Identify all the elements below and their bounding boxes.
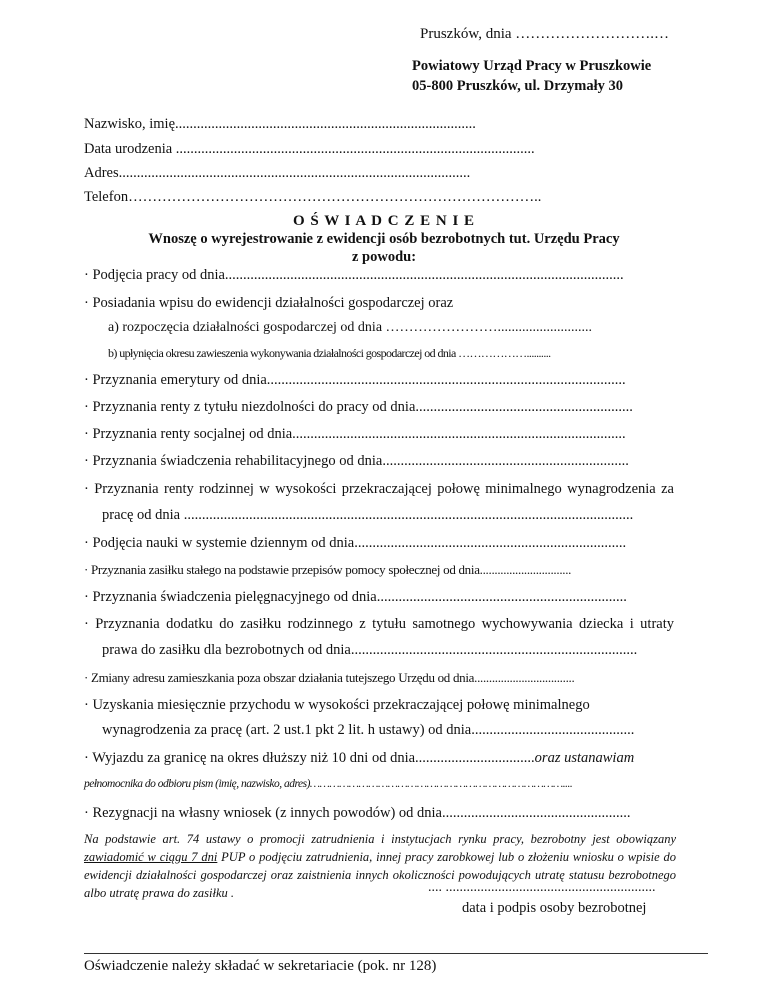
reason-family-allowance-supplement: · Przyznania dodatku do zasiłku rodzinnego z tytułu samotnego wychowywania dziecka i utraty — [84, 616, 674, 632]
reason-survivor-pension: · Przyznania renty rodzinnej w wysokości przekraczającej połowę minimalnego wynagrodzenia za — [84, 481, 674, 497]
reason-business-start: a) rozpoczęcia działalności gospodarczej od dnia ……………………........................... — [108, 320, 593, 335]
reason-own-request: · Rezygnacji na własny wniosek (z innych powodów) od dnia.................................................... — [84, 805, 631, 821]
reason-business-suspension-end: b) upłynięcia okresu zawieszenia wykonywania działalności gospodarczej od dnia ……………….......... — [108, 346, 551, 360]
reason-business-registry: · Posiadania wpisu do ewidencji działalności gospodarczej oraz — [84, 295, 454, 311]
reason-full-time-study: · Podjęcia nauki w systemie dziennym od dnia........................................................................... — [84, 535, 627, 551]
phone-field: Telefon………………………………………………………………………….. — [84, 189, 542, 205]
reason-monthly-income: · Uzyskania miesięcznie przychodu w wysokości przekraczającej połowę minimalnego — [84, 697, 590, 713]
reason-care-benefit: · Przyznania świadczenia pielęgnacyjnego od dnia..................................................................... — [84, 589, 627, 605]
legal-note-part2: PUP o podjęciu zatrudnienia, innej pracy zarobkowej lub o złożeniu wniosku o wpisie do ewidencji działalności gospodarczej oraz zaistnienia innych okoliczności powodujących utratę statusu bezrobotnego albo utratę prawa do zasiłku . — [84, 850, 676, 900]
title-reason-line: z powodu: — [351, 249, 417, 265]
reason-monthly-income-cont: wynagrodzenia za pracę (art. 2 ust.1 pkt 2 lit. h ustawy) od dnia............................................. — [102, 722, 635, 738]
address-field: Adres................................................................................................. — [84, 165, 471, 181]
reason-travel-abroad — [84, 750, 634, 767]
footer-divider — [84, 953, 708, 954]
legal-note-part1: Na podstawie art. 74 ustawy o promocji zatrudnienia i instytucjach rynku pracy, bezrobotny jest obowiązany — [84, 832, 676, 846]
reason-pension: · Przyznania emerytury od dnia................................................................................................... — [84, 372, 626, 388]
birth-date-field: Data urodzenia ................................................................................................... — [84, 141, 535, 157]
office-name: Powiatowy Urząd Pracy w Pruszkowie — [412, 58, 652, 74]
office-address: 05-800 Pruszków, ul. Drzymały 30 — [412, 78, 624, 94]
place-date: Pruszków, dnia ……………………….… — [420, 26, 670, 42]
reason-survivor-pension-cont: pracę od dnia ............................................................................................................................ — [102, 507, 634, 523]
reason-family-allowance-supplement-cont: prawa do zasiłku dla bezrobotnych od dnia............................................................................... — [102, 642, 638, 658]
reason-address-change: · Zmiany adresu zamieszkania poza obszar działania tutejszego Urzędu od dnia.................................. — [84, 670, 575, 685]
reason-disability-pension: · Przyznania renty z tytułu niezdolności do pracy od dnia............................................................ — [84, 399, 633, 415]
footer-note: Oświadczenie należy składać w sekretariacie (pok. nr 128) — [84, 958, 437, 974]
legal-note-deadline: zawiadomić w ciągu 7 dni — [84, 850, 218, 864]
signature-line: .... ............................................................ — [428, 880, 656, 895]
reason-social-pension: · Przyznania renty socjalnej od dnia............................................................................................ — [84, 426, 626, 442]
reason-permanent-allowance: · Przyznania zasiłku stałego na podstawie przepisów pomocy społecznej od dnia............................... — [84, 562, 572, 577]
document-title: O Ś W I A D C Z E N I E — [292, 213, 476, 229]
reason-rehabilitation-benefit: · Przyznania świadczenia rehabilitacyjnego od dnia.................................................................... — [84, 453, 629, 469]
reason-travel-abroad-proxy: pełnomocnika do odbioru pism (imię, nazwisko, adres)…………………………………………………………………….... — [84, 778, 573, 790]
name-field: Nazwisko, imię................................................................................... — [84, 116, 476, 132]
title-request-line: Wnoszę o wyrejestrowanie z ewidencji osób bezrobotnych tut. Urzędu Pracy — [148, 231, 620, 247]
travel-abroad-text: · Wyjazdu za granicę na okres dłuższy niż 10 dni od dnia................................. — [84, 750, 535, 766]
reason-employment: · Podjęcia pracy od dnia.............................................................................................................. — [84, 267, 624, 283]
signature-label: data i podpis osoby bezrobotnej — [462, 900, 647, 916]
travel-abroad-proxy-text: oraz ustanawiam — [534, 750, 635, 766]
